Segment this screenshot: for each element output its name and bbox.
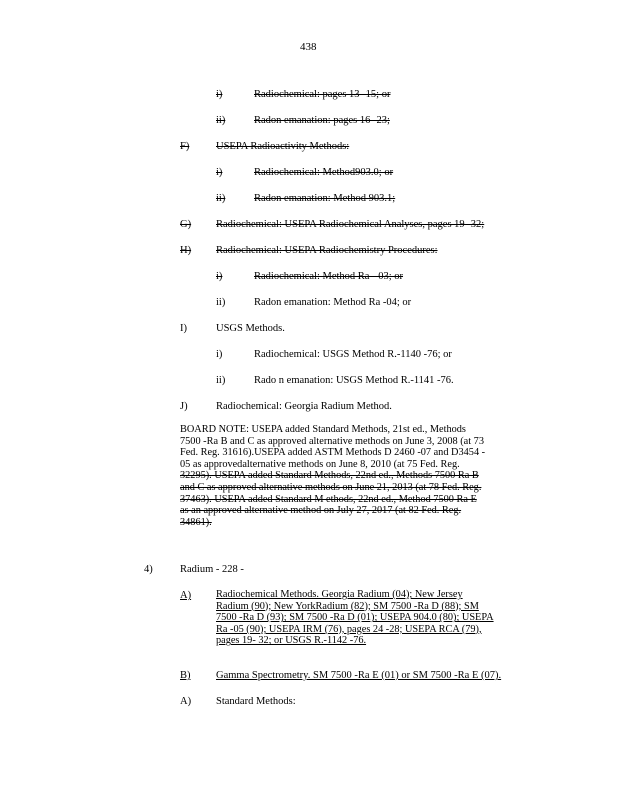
item-marker: ii) xyxy=(216,115,226,126)
item-marker: J) xyxy=(180,401,188,412)
board-note-line-struck: 34861). xyxy=(180,516,212,528)
section-number: 4) xyxy=(144,564,153,575)
item-text: Radon emanation: pages 16- 23; xyxy=(254,115,390,126)
board-note-line-struck: 32295). USEPA added Standard Methods, 22nd ed., Methods 7500 Ra B xyxy=(180,470,479,482)
subsection-a-line: Radium (90); New YorkRadium (82); SM 7500 -Ra D (88); SM xyxy=(216,600,479,612)
item-marker: ii) xyxy=(216,375,226,386)
subsection-a-text xyxy=(216,589,536,647)
item-text: Radiochemical: Method Ra - 03; or xyxy=(254,271,404,282)
subsection-marker: A) xyxy=(180,590,192,601)
board-note-line-struck: and C as approved alternative methods on June 21, 2013 (at 78 Fed. Reg. xyxy=(180,481,482,493)
item-marker: F) xyxy=(180,141,190,152)
item-text: Radiochemical: pages 13- 15; or xyxy=(254,89,391,100)
item-marker: i) xyxy=(216,167,223,178)
item-text: Radiochemical: Method903.0; or xyxy=(254,167,394,178)
item-text: Rado n emanation: USGS Method R.-1141 -76. xyxy=(254,375,454,386)
subsection-a-line: Radiochemical Methods. Georgia Radium (04); New Jersey xyxy=(216,589,463,600)
subsection-marker: A) xyxy=(180,696,192,707)
item-marker: I) xyxy=(180,323,187,334)
board-note-line: 05 as approvedalternative methods on June 8, 2010 (at 75 Fed. Reg. xyxy=(180,458,460,470)
item-marker: ii) xyxy=(216,193,226,204)
item-marker: H) xyxy=(180,245,192,256)
item-text: Radon emanation: Method 903.1; xyxy=(254,193,396,204)
page-number: 438 xyxy=(300,41,317,53)
subsection-marker: B) xyxy=(180,670,191,681)
board-note xyxy=(180,424,545,528)
item-marker: i) xyxy=(216,349,223,360)
subsection-a-line: Ra -05 (90); USEPA IRM (76), pages 24 -28; USEPA RCA (79), xyxy=(216,623,482,635)
subsection-a2-text: Standard Methods: xyxy=(216,696,296,707)
board-note-line-struck: 37463). USEPA added Standard M ethods, 22nd ed., Method 7500 Ra E xyxy=(180,493,477,505)
board-note-line-struck: as an approved alternative method on July 27, 2017 (at 82 Fed. Reg. xyxy=(180,505,462,517)
subsection-a-line: pages 19- 32; or USGS R.-1142 -76. xyxy=(216,635,367,647)
item-marker: G) xyxy=(180,219,192,230)
item-marker: i) xyxy=(216,271,223,282)
item-text: Radiochemical: USEPA Radiochemistry Procedures: xyxy=(216,245,438,256)
item-text: Radiochemical: USGS Method R.-1140 -76; or xyxy=(254,349,452,360)
item-text: USGS Methods. xyxy=(216,323,285,334)
subsection-a-line: 7500 -Ra D (93); SM 7500 -Ra D (01); USEPA 904.0 (80); USEPA xyxy=(216,612,494,624)
board-note-line: BOARD NOTE: USEPA added Standard Methods, 21st ed., Methods xyxy=(180,424,466,435)
subsection-b-text: Gamma Spectrometry. SM 7500 -Ra E (01) or SM 7500 -Ra E (07). xyxy=(216,670,502,681)
item-text: Radon emanation: Method Ra -04; or xyxy=(254,297,412,308)
item-text: Radiochemical: Georgia Radium Method. xyxy=(216,401,392,412)
board-note-line: 7500 -Ra B and C as approved alternative methods on June 3, 2008 (at 73 xyxy=(180,435,484,447)
section-title: Radium - 228 - xyxy=(180,564,244,575)
board-note-line: Fed. Reg. 31616).USEPA added ASTM Methods D 2460 -07 and D3454 - xyxy=(180,447,486,459)
item-marker: ii) xyxy=(216,297,226,308)
item-text: USEPA Radioactivity Methods: xyxy=(216,141,350,152)
item-marker: i) xyxy=(216,89,223,100)
item-text: Radiochemical: USEPA Radiochemical Analyses, pages 19- 32; xyxy=(216,219,485,230)
